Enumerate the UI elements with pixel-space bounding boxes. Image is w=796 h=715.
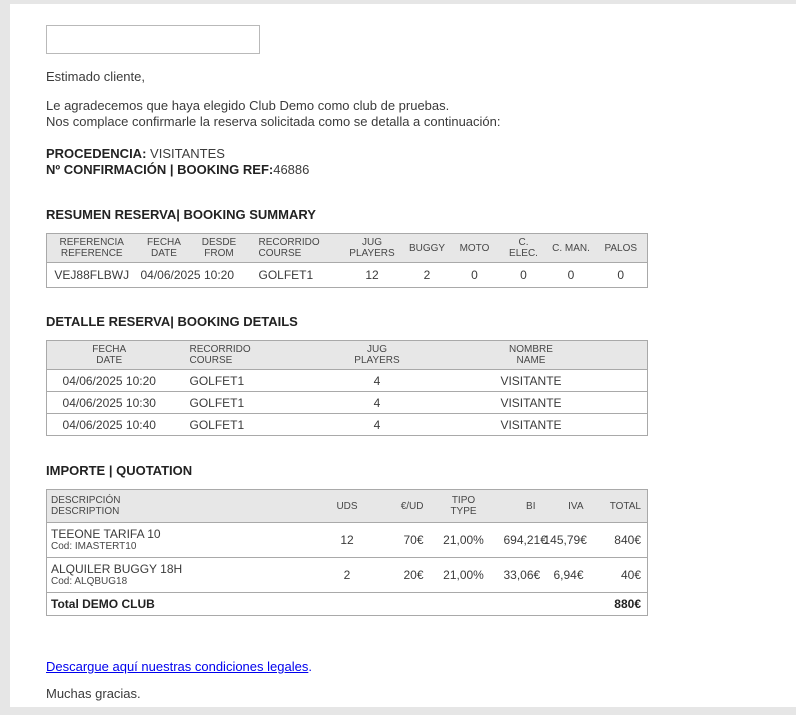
quotation-col-descripcion: DESCRIPCIÓN DESCRIPTION xyxy=(47,490,330,523)
quotation-table xyxy=(46,489,648,616)
quotation-col-eud: €/UD xyxy=(365,490,428,523)
summary-desde: 10:20 xyxy=(203,268,235,282)
summary-buggy: 2 xyxy=(423,268,431,282)
details-fecha: 04/06/2025 10:30 xyxy=(47,392,172,414)
item-bi: 33,06€ xyxy=(500,558,540,593)
item-uds: 12 xyxy=(330,523,365,558)
details-recorrido: GOLFET1 xyxy=(172,392,310,414)
item-iva: 6,94€ xyxy=(540,558,588,593)
confirmation-label: Nº CONFIRMACIÓN | BOOKING REF: xyxy=(46,162,274,177)
summary-cman: 0 xyxy=(567,268,575,282)
quotation-col-uds: UDS xyxy=(330,490,365,523)
summary-col-fecha: FECHA DATE xyxy=(137,234,192,263)
item-total: 40€ xyxy=(588,558,648,593)
quotation-header-row xyxy=(47,490,648,523)
details-col-recorrido: RECORRIDO COURSE xyxy=(172,341,310,370)
summary-section-title: RESUMEN RESERVA| BOOKING SUMMARY xyxy=(46,207,316,222)
summary-col-moto: MOTO xyxy=(450,234,500,263)
details-col-nombre: NOMBRE NAME xyxy=(445,341,618,370)
details-jug: 4 xyxy=(310,370,445,392)
procedencia-value: VISITANTES xyxy=(150,146,225,161)
details-recorrido: GOLFET1 xyxy=(172,370,310,392)
item-total: 840€ xyxy=(588,523,648,558)
summary-col-referencia: REFERENCIA REFERENCE xyxy=(47,234,137,263)
procedencia-label: PROCEDENCIA: xyxy=(46,146,147,161)
summary-palos: 0 xyxy=(617,268,625,282)
details-nombre: VISITANTE xyxy=(445,370,618,392)
booking-info xyxy=(46,146,766,178)
summary-col-desde: DESDE FROM xyxy=(192,234,247,263)
email-body xyxy=(10,4,796,707)
intro-line-2: Nos complace confirmarle la reserva solicitada como se detalla a continuación: xyxy=(46,114,501,129)
details-header-row xyxy=(47,341,648,370)
details-jug: 4 xyxy=(310,392,445,414)
legal-conditions-link[interactable]: Descargue aquí nuestras condiciones legales xyxy=(46,659,309,674)
quotation-col-total: TOTAL xyxy=(588,490,648,523)
summary-header-row xyxy=(47,234,648,263)
item-bi: 694,21€ xyxy=(500,523,540,558)
summary-col-celec: C. ELEC. xyxy=(500,234,548,263)
item-eud: 70€ xyxy=(365,523,428,558)
greeting-text: Estimado cliente, xyxy=(46,69,145,84)
item-uds: 2 xyxy=(330,558,365,593)
legal-conditions-line xyxy=(46,659,766,674)
quotation-row xyxy=(47,523,648,558)
details-jug: 4 xyxy=(373,417,381,432)
summary-col-palos: PALOS xyxy=(595,234,648,263)
summary-table xyxy=(46,233,648,288)
summary-col-jug: JUG PLAYERS xyxy=(340,234,405,263)
quotation-total-row xyxy=(47,593,648,616)
details-col-spacer xyxy=(618,341,648,370)
item-description: TEEONE TARIFA 10 Cod: IMASTERT10 xyxy=(47,523,330,558)
details-recorrido: GOLFET1 xyxy=(189,417,245,432)
item-tipo: 21,00% xyxy=(428,558,500,593)
confirmation-line xyxy=(46,162,766,178)
quotation-col-bi: BI xyxy=(500,490,540,523)
details-col-jug: JUG PLAYERS xyxy=(310,341,445,370)
summary-jug: 12 xyxy=(365,268,379,282)
details-nombre: VISITANTE xyxy=(500,417,562,432)
summary-data-row xyxy=(47,263,648,288)
intro-paragraph xyxy=(46,98,766,130)
details-table xyxy=(46,340,648,436)
summary-col-recorrido: RECORRIDO COURSE xyxy=(247,234,340,263)
details-row xyxy=(47,414,648,436)
procedencia-line xyxy=(46,146,766,162)
quotation-col-tipo: TIPO TYPE xyxy=(428,490,500,523)
intro-line-1: Le agradecemos que haya elegido Club Demo como club de pruebas. xyxy=(46,98,450,113)
summary-fecha: 04/06/2025 xyxy=(140,268,201,282)
details-section-title: DETALLE RESERVA| BOOKING DETAILS xyxy=(46,314,298,329)
quotation-col-iva: IVA xyxy=(540,490,588,523)
details-row xyxy=(47,392,648,414)
confirmation-value: 46886 xyxy=(273,162,310,177)
quotation-row xyxy=(47,558,648,593)
total-value: 880€ xyxy=(588,593,648,616)
item-eud: 20€ xyxy=(365,558,428,593)
details-fecha: 04/06/2025 10:20 xyxy=(47,370,172,392)
summary-celec: 0 xyxy=(520,268,527,282)
summary-referencia: VEJ88FLBWJ xyxy=(54,268,130,282)
item-description: ALQUILER BUGGY 18H Cod: ALQBUG18 xyxy=(47,558,330,593)
item-tipo: 21,00% xyxy=(428,523,500,558)
logo-image-placeholder xyxy=(46,25,260,54)
summary-col-buggy: BUGGY xyxy=(405,234,450,263)
details-col-fecha: FECHA DATE xyxy=(47,341,172,370)
details-row xyxy=(47,370,648,392)
closing-text: Muchas gracias. xyxy=(46,686,141,701)
details-nombre: VISITANTE xyxy=(445,392,618,414)
summary-col-cman: C. MAN. xyxy=(548,234,595,263)
quotation-section-title: IMPORTE | QUOTATION xyxy=(46,463,193,478)
link-suffix: . xyxy=(308,659,312,674)
total-label: Total DEMO CLUB xyxy=(47,593,588,616)
details-fecha: 04/06/2025 10:40 xyxy=(62,417,156,432)
summary-recorrido: GOLFET1 xyxy=(258,268,314,282)
item-iva: 145,79€ xyxy=(540,523,588,558)
summary-moto: 0 xyxy=(471,268,478,282)
